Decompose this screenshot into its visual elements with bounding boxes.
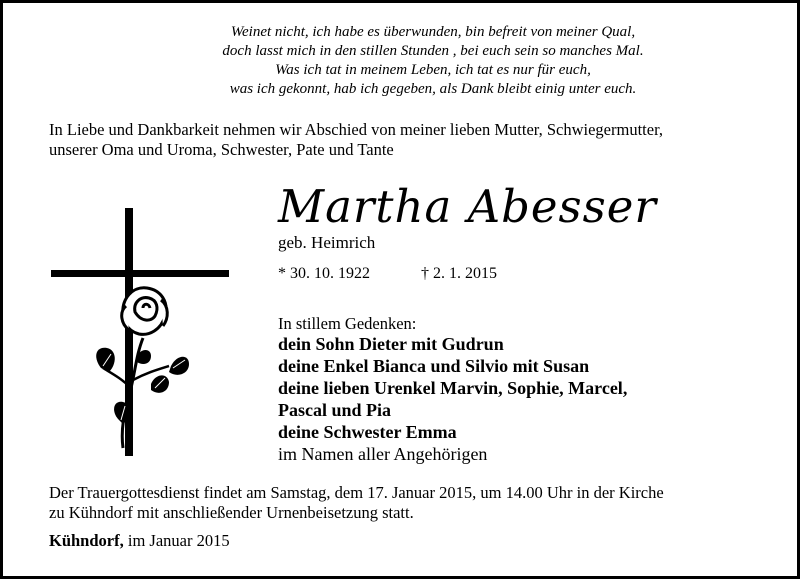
poem-line: was ich gekonnt, hab ich gegeben, als Dank bleibt einig unter euch. — [229, 81, 637, 97]
farewell-intro — [49, 120, 769, 160]
memory-heading: In stillem Gedenken: — [278, 314, 417, 333]
poem-line: doch lasst mich in den stillen Stunden , bei euch sein so manches Mal. — [222, 43, 644, 59]
poem-line: Was ich tat in meinem Leben, ich tat es nur für euch, — [275, 62, 591, 78]
intro-line: In Liebe und Dankbarkeit nehmen wir Abschied von meiner lieben Mutter, Schwiegermutter, — [49, 120, 664, 139]
poem-line: Weinet nicht, ich habe es überwunden, bin befreit von meiner Qual, — [230, 24, 636, 40]
service-line: Der Trauergottesdienst findet am Samstag, dem 17. Januar 2015, um 14.00 Uhr in der Kirche — [49, 483, 664, 502]
service-line: zu Kühndorf mit anschließender Urnenbeisetzung statt. — [49, 503, 414, 522]
deceased-name: Martha Abesser — [278, 180, 657, 233]
place-date: im Januar 2015 — [127, 531, 230, 550]
intro-line: unserer Oma und Uroma, Schwester, Pate und Tante — [49, 140, 394, 159]
death-date: † 2. 1. 2015 — [421, 265, 497, 282]
mourner-line: deine Enkel Bianca und Silvio mit Susan — [278, 356, 590, 376]
life-dates — [278, 264, 497, 284]
mourner-line: deine Schwester Emma — [278, 422, 457, 442]
mourners-list — [278, 333, 627, 465]
born-name: geb. Heimrich — [278, 233, 376, 252]
all-relatives: im Namen aller Angehörigen — [278, 444, 488, 464]
place-and-date — [49, 531, 230, 551]
mourner-line: deine lieben Urenkel Marvin, Sophie, Marcel, — [278, 378, 628, 398]
mourner-line: Pascal und Pia — [278, 400, 392, 420]
birth-date: * 30. 10. 1922 — [278, 265, 370, 282]
mourner-line: dein Sohn Dieter mit Gudrun — [278, 334, 504, 354]
place-town: Kühndorf, — [49, 531, 124, 550]
memorial-poem — [113, 23, 753, 99]
funeral-service-info — [49, 483, 769, 523]
cross-with-rose-icon — [51, 208, 231, 458]
